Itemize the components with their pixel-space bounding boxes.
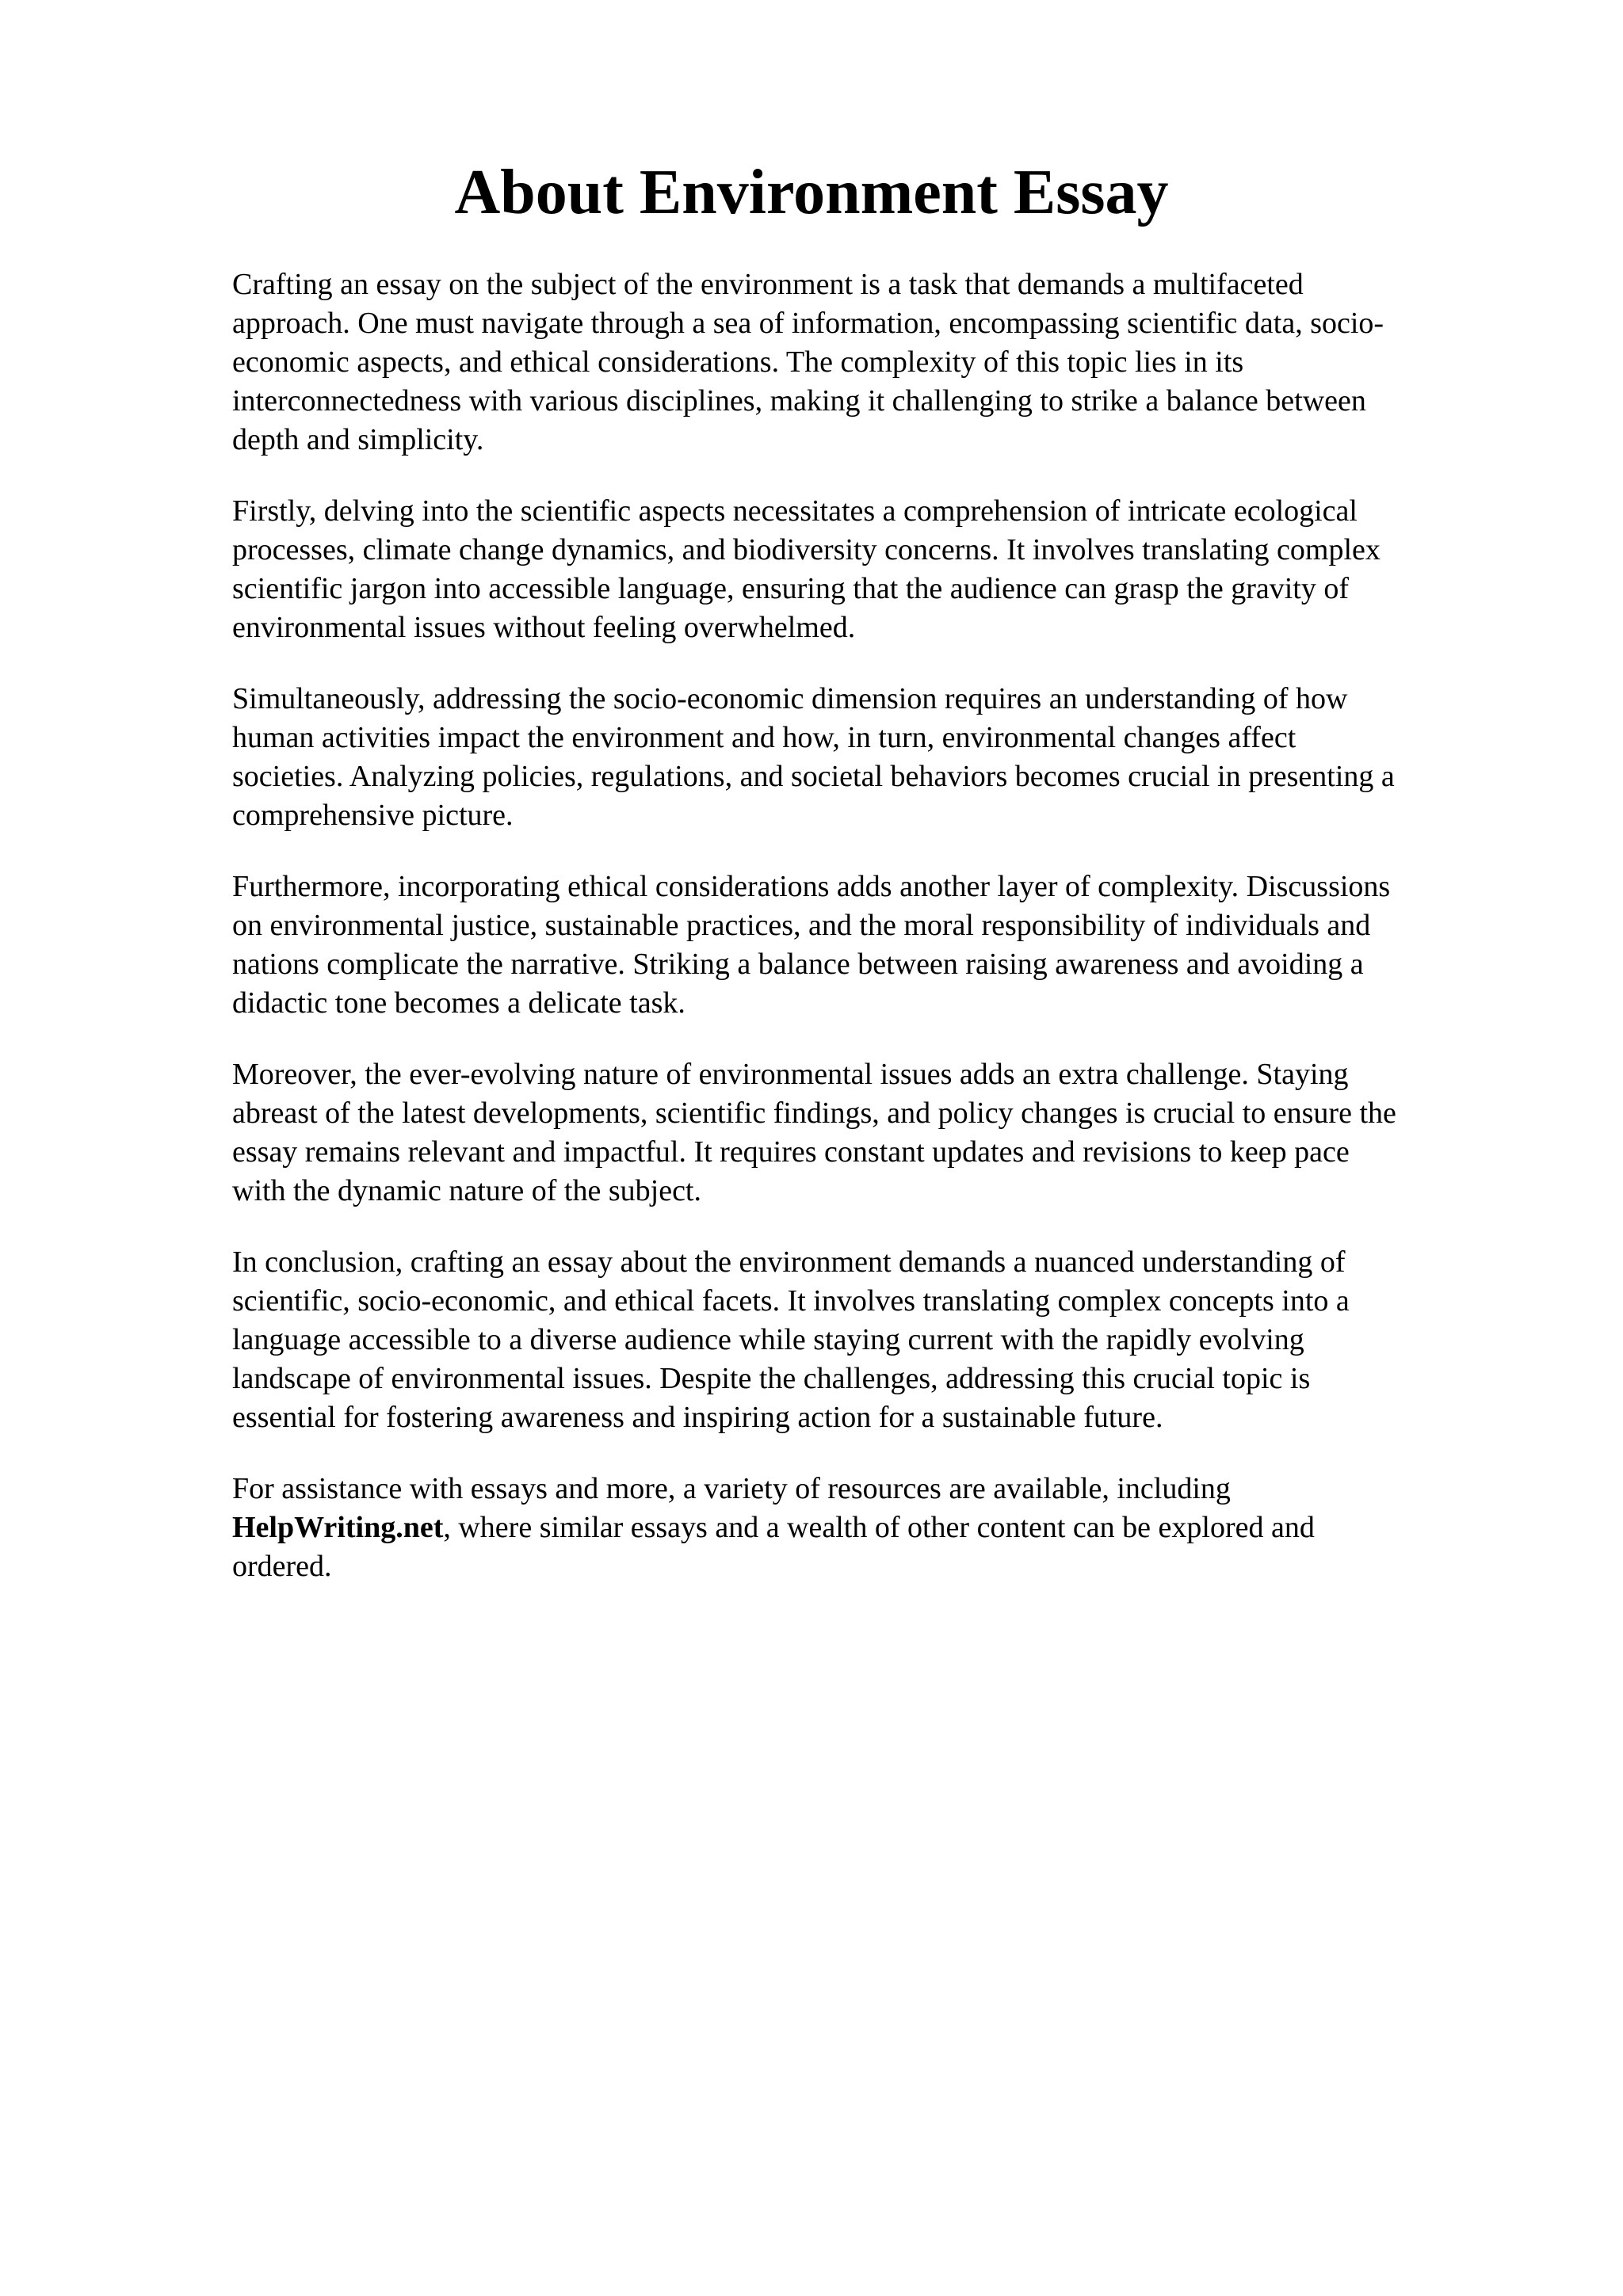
paragraph-evolving — [232, 1055, 1516, 1211]
text-line: essay remains relevant and impactful. It requires constant updates and revisions to keep pace — [232, 1135, 1350, 1169]
text-line: Furthermore, incorporating ethical considerations adds another layer of complexity. Discussions — [232, 870, 1391, 903]
text-line: language accessible to a diverse audience while staying current with the rapidly evolving — [232, 1323, 1304, 1356]
page-title: About Environment Essay — [454, 158, 1169, 227]
essay-body — [232, 265, 1516, 1619]
text-line: human activities impact the environment and how, in turn, environmental changes affect — [232, 721, 1296, 754]
paragraph-intro — [232, 265, 1516, 460]
text-line: with the dynamic nature of the subject. — [232, 1174, 701, 1207]
text-line: For assistance with essays and more, a variety of resources are available, including — [232, 1472, 1231, 1505]
closing-text: , where similar essays and a wealth of other content can be explored and — [443, 1511, 1315, 1544]
text-line: In conclusion, crafting an essay about the environment demands a nuanced understanding of — [232, 1245, 1346, 1279]
text-line: essential for fostering awareness and inspiring action for a sustainable future. — [232, 1401, 1163, 1434]
text-line: depth and simplicity. — [232, 423, 484, 456]
paragraph-conclusion — [232, 1243, 1516, 1437]
text-line: approach. One must navigate through a sea of information, encompassing scientific data, socio- — [232, 307, 1384, 340]
text-line: economic aspects, and ethical considerations. The complexity of this topic lies in its — [232, 345, 1244, 379]
text-line: scientific, socio-economic, and ethical facets. It involves translating complex concepts into a — [232, 1284, 1350, 1318]
paragraph-ethical — [232, 868, 1516, 1023]
text-line: Moreover, the ever-evolving nature of environmental issues adds an extra challenge. Staying — [232, 1058, 1349, 1091]
paragraph-scientific — [232, 492, 1516, 647]
text-line: abreast of the latest developments, scientific findings, and policy changes is crucial to ensure the — [232, 1097, 1396, 1130]
text-line: interconnectedness with various disciplines, making it challenging to strike a balance between — [232, 384, 1366, 418]
paragraph-closing — [232, 1470, 1516, 1586]
text-line: ordered. — [232, 1550, 332, 1583]
text-line: nations complicate the narrative. Striking a balance between raising awareness and avoiding a — [232, 948, 1364, 981]
text-line: Firstly, delving into the scientific aspects necessitates a comprehension of intricate ecological — [232, 494, 1358, 528]
text-line: on environmental justice, sustainable practices, and the moral responsibility of individuals and — [232, 909, 1371, 942]
text-line: Crafting an essay on the subject of the environment is a task that demands a multifaceted — [232, 268, 1304, 301]
text-line: societies. Analyzing policies, regulations, and societal behaviors becomes crucial in presenting a — [232, 760, 1395, 793]
brand-name: HelpWriting.net — [232, 1511, 444, 1544]
text-line: scientific jargon into accessible language, ensuring that the audience can grasp the gravity of — [232, 572, 1350, 605]
text-line: Simultaneously, addressing the socio-economic dimension requires an understanding of how — [232, 682, 1348, 715]
text-line-with-brand — [232, 1508, 1516, 1547]
text-line: landscape of environmental issues. Despite the challenges, addressing this crucial topic is — [232, 1362, 1311, 1395]
text-line: environmental issues without feeling overwhelmed. — [232, 611, 856, 644]
paragraph-socio-economic — [232, 680, 1516, 835]
text-line: processes, climate change dynamics, and biodiversity concerns. It involves translating complex — [232, 533, 1381, 566]
text-line: didactic tone becomes a delicate task. — [232, 986, 685, 1020]
text-line: comprehensive picture. — [232, 799, 514, 832]
